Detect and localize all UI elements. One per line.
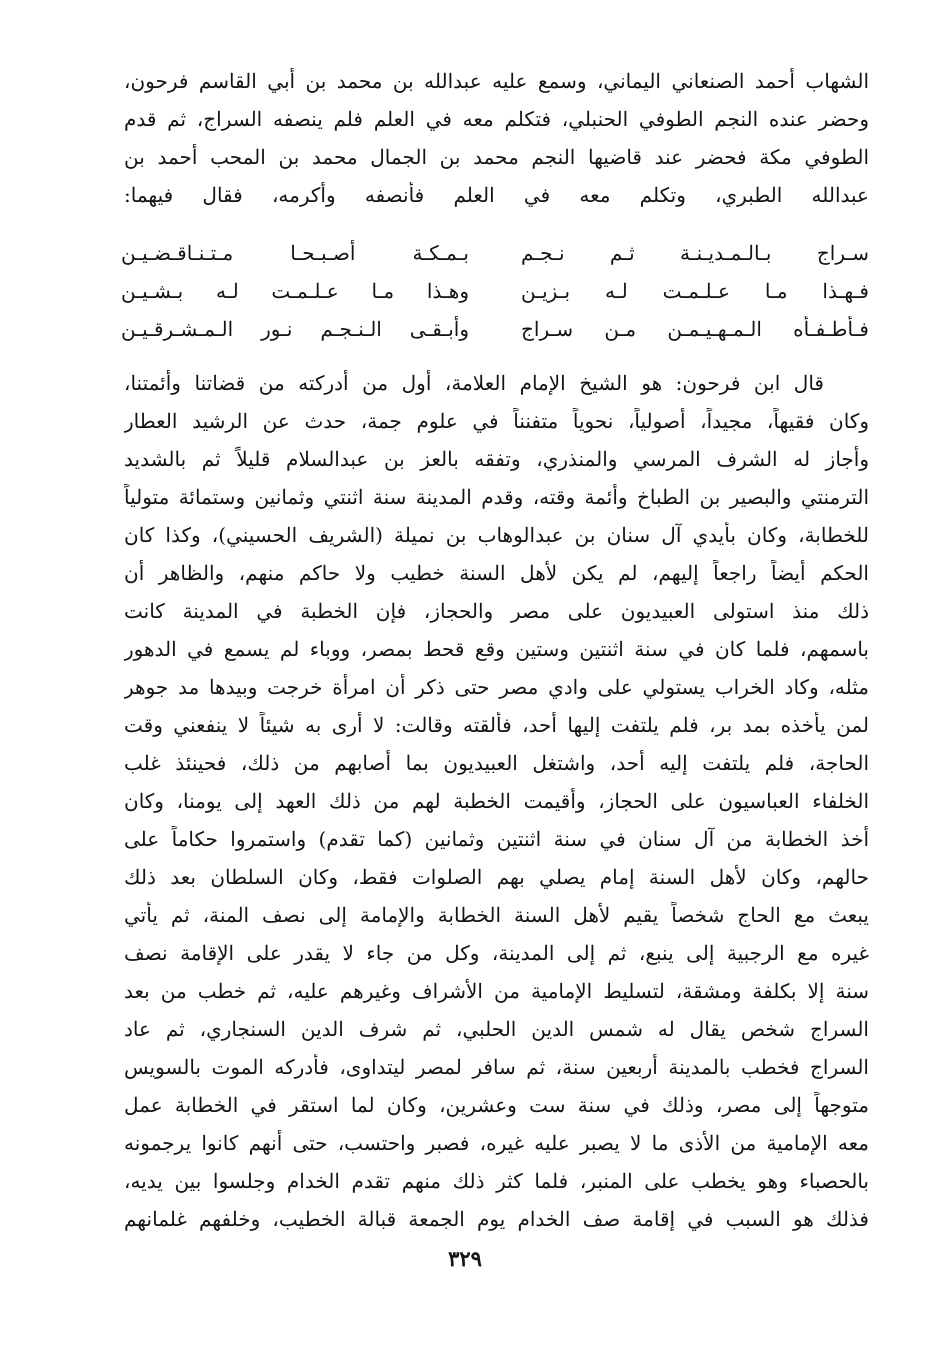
text-line: باسمهم، فلما كان في سنة اثنتين وستين وقع قحط بمصر، ووباء لم يسمع في الدهور [124, 637, 869, 661]
poem-hemistich-right: فـهـذا مـا عـلـمـت لـه بـزيـن [521, 279, 869, 303]
text-line: وكان فقيهاً، مجيداً، أصولياً، نحوياً متفنناً في علوم جمة، حدث عن الرشيد العطار [124, 409, 869, 433]
text-line: معه الإمامية من الأذى ما لا يصبر عليه غيره، فصبر واحتسب، حتى أنهم كانوا يرجمونه [124, 1131, 869, 1155]
text-line: الشهاب أحمد الصنعاني اليماني، وسمع عليه عبدالله بن محمد بن أبي القاسم فرحون، [124, 69, 869, 93]
text-line: عبدالله الطبري، وتكلم معه في العلم فأنصفه وأكرمه، فقال فيهما: [124, 183, 869, 207]
text-line: وحضر عنده النجم الطوفي الحنبلي، فتكلم معه في العلم فلم ينصفه السراج، ثم قدم [124, 107, 869, 131]
text-line: وأجاز له الشرف المرسي والمنذري، وتفقه بالعز بن عبدالسلام قليلاً ثم بالشديد [124, 447, 869, 471]
text-line: الحاجة، فلم يلتفت إليه أحد، واشتغل العبيديون بما أصابهم من ذلك، فحينئذ غلب [124, 751, 869, 775]
text-line: لمن يأخذه بمد بر، فلم يلتفت إليها أحد، فألقته وقالت: لا أرى به شيئاً لا ينفعني وقت [124, 713, 869, 737]
text-line: الخلفاء العباسيون على الحجاز، وأقيمت الخطبة لهم من ذلك العهد إلى يومنا، وكان [124, 789, 869, 813]
text-line: فذلك هو السبب في إقامة صف الخدام يوم الجمعة قبالة الخطيب، وخلفهم غلمانهم [124, 1207, 869, 1231]
poem-hemistich-right: فـأطـفـأه الـمـهـيـمـن مـن سـراج [521, 317, 869, 341]
text-line: السراج فخطب بالمدينة أربعين سنة، ثم سافر لمصر ليتداوى، فأدركه الموت بالسويس [124, 1055, 869, 1079]
text-line: السراج شخص يقال له شمس الدين الحلبي، ثم شرف الدين السنجاري، ثم عاد [124, 1017, 869, 1041]
text-line: الطوفي مكة فحضر عند قاضيها النجم محمد بن الجمال محمد بن المحب أحمد بن [124, 145, 869, 169]
text-line: مثله، وكاد الخراب يستولي على وادي مصر حتى ذكر أن امرأة خرجت وبيدها مد جوهر [124, 675, 869, 699]
poem-hemistich-left: وأبـقـى الـنـجـم نـور الـمـشـرقـيـن [121, 317, 469, 341]
text-line: الترمنتي والبصير بن الطباخ وأئمة وقته، وقدم المدينة سنة اثنتي وثمانين وستمائة متولياً [124, 485, 869, 509]
page-number: ٣٢٩ [448, 1246, 482, 1271]
text-line: بالحصباء وهو يخطب على المنبر، فلما كثر ذلك منهم تقدم الخدام وجلسوا بين يديه، [124, 1169, 869, 1193]
poem-hemistich-left: بـمـكـة أصـبـحـا مـتـنـاقـضـيـن [121, 241, 469, 265]
text-line: يبعث مع الحاج شخصاً يقيم لأهل السنة الخطابة والإمامة إلى نصف المنة، ثم يأتي [124, 903, 869, 927]
text-line: أخذ الخطابة من آل سنان في سنة اثنتين وثمانين (كما تقدم) واستمروا حكاماً على [124, 827, 869, 851]
text-line: سنة إلا بكلفة ومشقة، لتسليط الإمامية من الأشراف وغيرهم عليه، ثم خطب من بعد [124, 979, 869, 1003]
text-line: ذلك منذ استولى العبيديون على مصر والحجاز، فإن الخطبة في المدينة كانت [124, 599, 869, 623]
poem-hemistich-right: سـراج بـالـمـديـنـة ثـم نـجـم [521, 241, 869, 265]
text-line: متوجهاً إلى مصر، وذلك في سنة ست وعشرين، وكان لما استقر في الخطابة عمل [124, 1093, 869, 1117]
text-line: غيره مع الرجبية إلى ينبع، ثم إلى المدينة، وكل من جاء لا يقدر على الإقامة نصف [124, 941, 869, 965]
text-line: للخطابة، وكان بأيدي آل سنان بن عبدالوهاب بن نميلة (الشريف الحسيني)، وكذا كان [124, 523, 869, 547]
text-line: قال ابن فرحون: هو الشيخ الإمام العلامة، أول من أدركته من قضاتنا وأئمتنا، [124, 371, 824, 395]
text-line: الحكم أيضاً راجعاً إليهم، لم يكن لأهل السنة خطيب ولا حاكم منهم، والظاهر أن [124, 561, 869, 585]
poem-hemistich-left: وهـذا مـا عـلـمـت لـه بـشـيـن [121, 279, 469, 303]
text-line: حالهم، وكان لأهل السنة إمام يصلي بهم الصلوات فقط، وكان السلطان بعد ذلك [124, 865, 869, 889]
